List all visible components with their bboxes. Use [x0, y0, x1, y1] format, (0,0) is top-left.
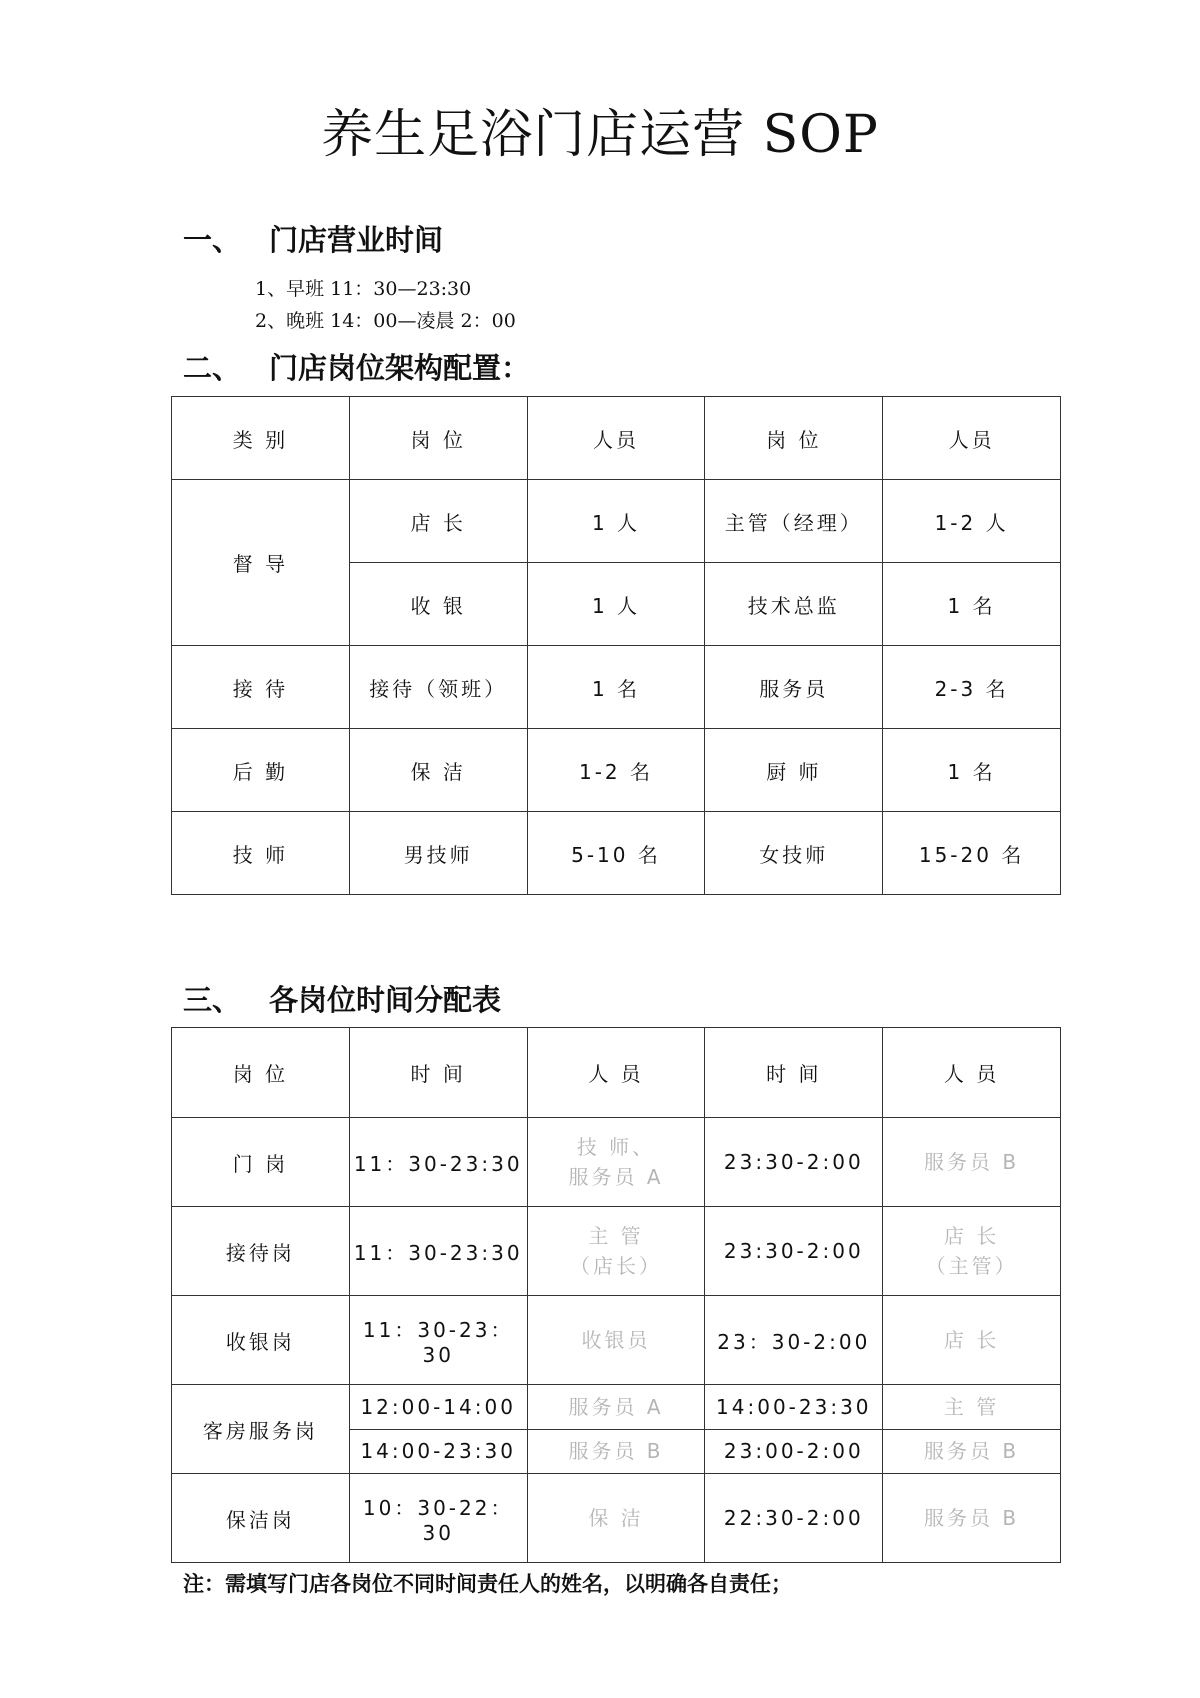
staff-cell[interactable]: [527, 1207, 705, 1296]
table-cell: 男技师: [349, 812, 527, 895]
staff-cell[interactable]: [527, 1118, 705, 1207]
category-cell: 技 师: [172, 812, 350, 895]
time-cell: 23:30-2:00: [705, 1207, 883, 1296]
table-row: [172, 1296, 1061, 1385]
header-cell: 时 间: [349, 1028, 527, 1118]
staff-name: （店长）: [569, 1254, 662, 1278]
staff-cell[interactable]: 服务员 B: [883, 1429, 1061, 1474]
staff-cell[interactable]: 保 洁: [527, 1474, 705, 1563]
time-cell: 23:30-2:00: [705, 1118, 883, 1207]
post-cell: 门 岗: [172, 1118, 350, 1207]
table-row: [172, 480, 1061, 563]
staff-cell[interactable]: 服务员 B: [527, 1429, 705, 1474]
time-cell: 11：30-23:30: [349, 1118, 527, 1207]
header-cell: 类 别: [172, 397, 350, 480]
staff-cell[interactable]: 服务员 A: [527, 1385, 705, 1430]
staff-cell[interactable]: 服务员 B: [883, 1474, 1061, 1563]
category-cell: 后 勤: [172, 729, 350, 812]
category-cell: 督 导: [172, 480, 350, 646]
header-cell: 岗 位: [705, 397, 883, 480]
staff-name: 主 管: [588, 1224, 644, 1248]
table-cell: 收 银: [349, 563, 527, 646]
table-row: [172, 812, 1061, 895]
header-cell: 人 员: [883, 1028, 1061, 1118]
section-heading-3: [183, 978, 501, 1019]
header-cell: 人员: [883, 397, 1061, 480]
table-cell: 店 长: [349, 480, 527, 563]
list-item: 1、早班 11：30—23:30: [255, 278, 472, 300]
header-cell: 人员: [527, 397, 705, 480]
table-row: [172, 729, 1061, 812]
staffing-table: [171, 396, 1061, 895]
table-cell: 1-2 人: [883, 480, 1061, 563]
header-cell: 人 员: [527, 1028, 705, 1118]
header-cell: 时 间: [705, 1028, 883, 1118]
table-cell: 15-20 名: [883, 812, 1061, 895]
table-cell: 1 名: [883, 563, 1061, 646]
time-cell: 11：30-23:30: [349, 1207, 527, 1296]
time-cell: 10：30-22：30: [349, 1474, 527, 1563]
staff-cell[interactable]: 服务员 B: [883, 1118, 1061, 1207]
section-number: 三、: [183, 983, 242, 1017]
section-title: 门店岗位架构配置：: [269, 351, 531, 385]
time-cell: 14:00-23:30: [349, 1429, 527, 1474]
header-cell: 岗 位: [172, 1028, 350, 1118]
table-cell: 接待（领班）: [349, 646, 527, 729]
list-item: 2、晚班 14：00—凌晨 2：00: [255, 310, 516, 332]
table-cell: 女技师: [705, 812, 883, 895]
table-cell: 1 名: [883, 729, 1061, 812]
time-cell: 23：30-2:00: [705, 1296, 883, 1385]
table-cell: 主管（经理）: [705, 480, 883, 563]
section-title: 门店营业时间: [269, 223, 444, 257]
category-cell: 接 待: [172, 646, 350, 729]
post-cell: 接待岗: [172, 1207, 350, 1296]
table-row: [172, 1474, 1061, 1563]
post-cell: 保洁岗: [172, 1474, 350, 1563]
staff-cell[interactable]: 收银员: [527, 1296, 705, 1385]
staff-name: 店 长: [943, 1224, 1000, 1248]
header-cell: 岗 位: [349, 397, 527, 480]
staff-cell[interactable]: [883, 1207, 1061, 1296]
table-cell: 1 人: [527, 480, 705, 563]
footnote: 注：需填写门店各岗位不同时间责任人的姓名，以明确各自责任；: [183, 1572, 792, 1596]
staff-name: 技 师、: [576, 1135, 656, 1159]
post-cell: 收银岗: [172, 1296, 350, 1385]
table-cell: 1-2 名: [527, 729, 705, 812]
time-cell: 14:00-23:30: [705, 1385, 883, 1430]
shift-schedule-table: [171, 1027, 1061, 1563]
table-header-row: [172, 397, 1061, 480]
section-heading-1: [183, 218, 443, 259]
table-cell: 2-3 名: [883, 646, 1061, 729]
time-cell: 11：30-23：30: [349, 1296, 527, 1385]
time-cell: 23:00-2:00: [705, 1429, 883, 1474]
table-row: [172, 1118, 1061, 1207]
staff-cell[interactable]: 店 长: [883, 1296, 1061, 1385]
table-cell: 5-10 名: [527, 812, 705, 895]
time-cell: 12:00-14:00: [349, 1385, 527, 1430]
table-row: [172, 646, 1061, 729]
time-cell: 22:30-2:00: [705, 1474, 883, 1563]
table-cell: 1 名: [527, 646, 705, 729]
table-cell: 厨 师: [705, 729, 883, 812]
staff-cell[interactable]: 主 管: [883, 1385, 1061, 1430]
section-heading-2: [183, 346, 530, 387]
table-row: [172, 1207, 1061, 1296]
section-number: 一、: [183, 223, 242, 257]
table-header-row: [172, 1028, 1061, 1118]
section-title: 各岗位时间分配表: [269, 983, 502, 1017]
table-cell: 技术总监: [705, 563, 883, 646]
staff-name: 服务员 A: [568, 1165, 664, 1189]
table-cell: 1 人: [527, 563, 705, 646]
staff-name: （主管）: [925, 1254, 1018, 1278]
section-number: 二、: [183, 351, 242, 385]
table-row: [172, 1385, 1061, 1430]
post-cell: 客房服务岗: [172, 1385, 350, 1474]
document-title: 养生足浴门店运营 SOP: [321, 105, 879, 165]
table-cell: 服务员: [705, 646, 883, 729]
table-cell: 保 洁: [349, 729, 527, 812]
